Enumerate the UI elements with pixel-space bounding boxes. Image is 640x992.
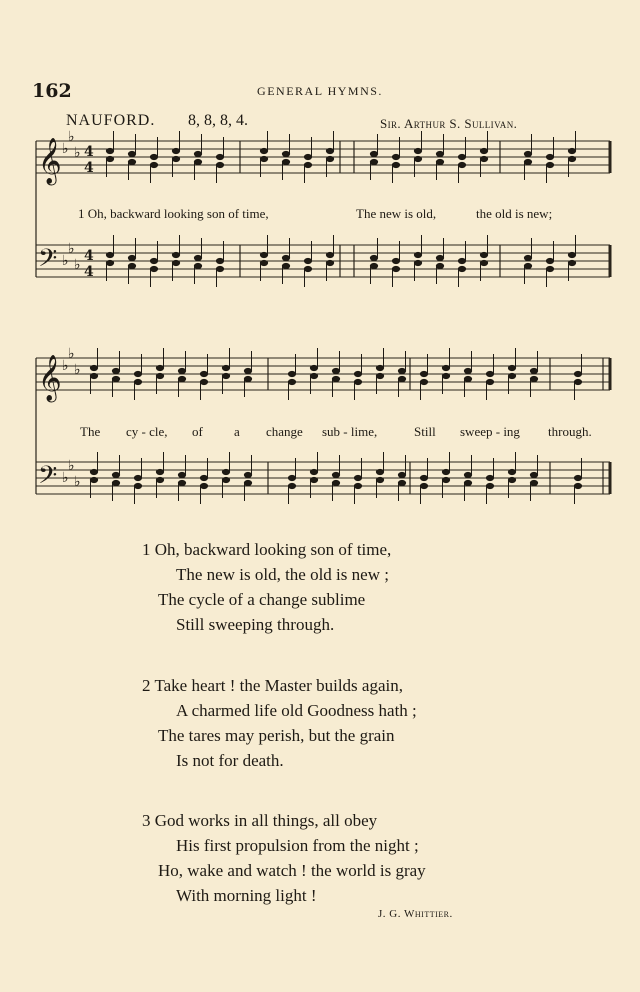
note-head	[134, 483, 141, 488]
note-head	[200, 475, 207, 480]
note-head	[376, 365, 383, 370]
note-head	[90, 477, 97, 482]
note-head	[282, 159, 289, 164]
lyric-2-1: The	[80, 424, 101, 439]
running-head: GENERAL HYMNS.	[257, 84, 383, 98]
note-head	[106, 156, 113, 161]
note-head	[436, 263, 443, 268]
note-head	[156, 373, 163, 378]
note-head	[200, 379, 207, 384]
note-head	[156, 469, 163, 474]
note-head	[326, 148, 333, 153]
note-head	[420, 483, 427, 488]
note-head	[508, 477, 515, 482]
note-head	[574, 483, 581, 488]
note-head	[524, 159, 531, 164]
note-head	[370, 151, 377, 156]
note-head	[282, 255, 289, 260]
note-head	[546, 266, 553, 271]
note-head	[354, 483, 361, 488]
note-head	[222, 477, 229, 482]
note-head	[568, 252, 575, 257]
note-head	[156, 477, 163, 482]
note-head	[370, 159, 377, 164]
verse-2-line-2: A charmed life old Goodness hath ;	[176, 701, 417, 720]
tune-meter: 8, 8, 8, 4.	[188, 112, 248, 129]
note-head	[392, 154, 399, 159]
note-head	[260, 156, 267, 161]
note-head	[172, 156, 179, 161]
note-head	[508, 365, 515, 370]
note-head	[524, 151, 531, 156]
note-head	[282, 151, 289, 156]
note-head	[90, 373, 97, 378]
note-head	[194, 255, 201, 260]
bass-clef: 𝄢	[38, 461, 58, 496]
lyric-1b: The new is old,	[356, 206, 437, 221]
flat-sign: ♭	[74, 362, 81, 378]
note-head	[106, 260, 113, 265]
note-head	[194, 159, 201, 164]
note-head	[414, 148, 421, 153]
note-head	[486, 371, 493, 376]
verse-3-line-4: With morning light !	[176, 886, 317, 905]
note-head	[332, 376, 339, 381]
note-head	[150, 154, 157, 159]
note-head	[178, 368, 185, 373]
verse-1-line-2: The new is old, the old is new ;	[176, 565, 389, 584]
note-head	[464, 472, 471, 477]
treble-clef: 𝄞	[38, 355, 62, 401]
note-head	[260, 252, 267, 257]
note-head	[414, 156, 421, 161]
note-head	[326, 252, 333, 257]
note-head	[216, 154, 223, 159]
note-head	[216, 258, 223, 263]
note-head	[398, 376, 405, 381]
note-head	[392, 258, 399, 263]
verse-3-line-1: 3 God works in all things, all obey	[142, 811, 378, 830]
note-head	[244, 376, 251, 381]
note-head	[436, 255, 443, 260]
note-head	[480, 260, 487, 265]
note-head	[288, 475, 295, 480]
note-head	[464, 368, 471, 373]
lyric-1a: 1 Oh, backward looking son of time,	[78, 206, 269, 221]
note-head	[486, 475, 493, 480]
time-signature: 4	[84, 264, 94, 280]
note-head	[244, 480, 251, 485]
note-head	[222, 469, 229, 474]
note-head	[414, 260, 421, 265]
note-head	[508, 469, 515, 474]
note-head	[150, 258, 157, 263]
note-head	[414, 252, 421, 257]
lyric-2-7: Still	[414, 424, 436, 439]
note-head	[304, 258, 311, 263]
flat-sign: ♭	[74, 474, 81, 490]
note-head	[216, 162, 223, 167]
lyric-2-3: of	[192, 424, 203, 439]
note-head	[222, 365, 229, 370]
note-head	[90, 365, 97, 370]
verse-1-line-3: The cycle of a change sublime	[158, 590, 366, 609]
note-head	[546, 154, 553, 159]
verse-1-line-1: 1 Oh, backward looking son of time,	[142, 540, 392, 559]
note-head	[128, 151, 135, 156]
note-head	[150, 266, 157, 271]
flat-sign: ♭	[68, 241, 75, 257]
note-head	[194, 151, 201, 156]
flat-sign: ♭	[74, 257, 81, 273]
note-head	[150, 162, 157, 167]
note-head	[332, 368, 339, 373]
note-head	[282, 263, 289, 268]
note-head	[442, 365, 449, 370]
note-head	[436, 159, 443, 164]
note-head	[178, 480, 185, 485]
note-head	[376, 477, 383, 482]
note-head	[304, 154, 311, 159]
lyric-2-9: through.	[548, 424, 592, 439]
note-head	[304, 162, 311, 167]
note-head	[568, 148, 575, 153]
flat-sign: ♭	[62, 253, 69, 269]
note-head	[172, 260, 179, 265]
note-head	[156, 365, 163, 370]
note-head	[458, 266, 465, 271]
note-head	[530, 368, 537, 373]
note-head	[200, 371, 207, 376]
note-head	[392, 266, 399, 271]
note-head	[354, 379, 361, 384]
note-head	[354, 371, 361, 376]
note-head	[112, 480, 119, 485]
note-head	[574, 379, 581, 384]
note-head	[332, 480, 339, 485]
note-head	[530, 376, 537, 381]
note-head	[90, 469, 97, 474]
note-head	[442, 469, 449, 474]
note-head	[288, 483, 295, 488]
note-head	[178, 376, 185, 381]
lyric-2-4: a	[234, 424, 240, 439]
flat-sign: ♭	[68, 346, 75, 362]
verse-3-line-2: His first propulsion from the night ;	[176, 836, 419, 855]
verse-2-line-3: The tares may perish, but the grain	[158, 726, 395, 745]
lyric-2-2: cy - cle,	[126, 424, 168, 439]
note-head	[568, 156, 575, 161]
note-head	[200, 483, 207, 488]
note-head	[442, 477, 449, 482]
note-head	[310, 365, 317, 370]
lyric-2-8: sweep - ing	[460, 424, 520, 439]
verse-3-line-3: Ho, wake and watch ! the world is gray	[158, 861, 426, 880]
flat-sign: ♭	[62, 470, 69, 486]
note-head	[216, 266, 223, 271]
note-head	[112, 368, 119, 373]
note-head	[134, 475, 141, 480]
note-head	[458, 258, 465, 263]
note-head	[420, 379, 427, 384]
time-signature: 4	[84, 248, 94, 264]
note-head	[420, 371, 427, 376]
note-head	[486, 483, 493, 488]
verse-2-line-1: 2 Take heart ! the Master builds again,	[142, 676, 403, 695]
note-head	[310, 373, 317, 378]
note-head	[172, 148, 179, 153]
flat-sign: ♭	[74, 145, 81, 161]
note-head	[260, 148, 267, 153]
flat-sign: ♭	[62, 141, 69, 157]
flat-sign: ♭	[68, 129, 75, 145]
notes	[90, 131, 581, 504]
composer: Sir. Arthur S. Sullivan.	[380, 116, 518, 131]
flat-sign: ♭	[68, 458, 75, 474]
note-head	[134, 379, 141, 384]
note-head	[172, 252, 179, 257]
note-head	[546, 162, 553, 167]
note-head	[436, 151, 443, 156]
time-signature: 4	[84, 160, 94, 176]
note-head	[398, 480, 405, 485]
lyric-1c: the old is new;	[476, 206, 553, 221]
verse-1-line-4: Still sweeping through.	[176, 615, 335, 634]
note-head	[128, 263, 135, 268]
note-head	[442, 373, 449, 378]
note-head	[194, 263, 201, 268]
note-head	[112, 472, 119, 477]
note-head	[398, 368, 405, 373]
author-credit: J. G. Whittier.	[378, 908, 453, 920]
note-head	[530, 480, 537, 485]
note-head	[524, 255, 531, 260]
note-head	[304, 266, 311, 271]
note-head	[288, 379, 295, 384]
note-head	[376, 373, 383, 378]
note-head	[524, 263, 531, 268]
note-head	[530, 472, 537, 477]
note-head	[480, 252, 487, 257]
time-signature: 4	[84, 144, 94, 160]
note-head	[508, 373, 515, 378]
note-head	[546, 258, 553, 263]
lyric-2-6: sub - lime,	[322, 424, 378, 439]
note-head	[376, 469, 383, 474]
note-head	[310, 469, 317, 474]
note-head	[244, 472, 251, 477]
note-head	[464, 376, 471, 381]
note-head	[288, 371, 295, 376]
note-head	[480, 148, 487, 153]
page-number: 162	[32, 80, 72, 102]
note-head	[260, 260, 267, 265]
note-head	[398, 472, 405, 477]
note-head	[326, 260, 333, 265]
clefs	[38, 129, 94, 496]
tune-name: NAUFORD.	[66, 112, 156, 129]
note-head	[568, 260, 575, 265]
note-head	[178, 472, 185, 477]
note-head	[326, 156, 333, 161]
note-head	[354, 475, 361, 480]
note-head	[574, 371, 581, 376]
bass-clef: 𝄢	[38, 244, 58, 279]
bar-lines	[36, 141, 610, 494]
note-head	[370, 255, 377, 260]
note-head	[458, 154, 465, 159]
note-head	[458, 162, 465, 167]
note-head	[106, 148, 113, 153]
note-head	[464, 480, 471, 485]
note-head	[486, 379, 493, 384]
note-head	[420, 475, 427, 480]
note-head	[392, 162, 399, 167]
note-head	[332, 472, 339, 477]
note-head	[370, 263, 377, 268]
note-head	[106, 252, 113, 257]
flat-sign: ♭	[62, 358, 69, 374]
note-head	[128, 159, 135, 164]
note-head	[134, 371, 141, 376]
verse-2-line-4: Is not for death.	[176, 751, 284, 770]
lyric-2-5: change	[266, 424, 303, 439]
note-head	[310, 477, 317, 482]
note-head	[128, 255, 135, 260]
note-head	[112, 376, 119, 381]
note-head	[222, 373, 229, 378]
note-head	[574, 475, 581, 480]
note-head	[480, 156, 487, 161]
treble-clef: 𝄞	[38, 138, 62, 184]
note-head	[244, 368, 251, 373]
staff-lines	[36, 141, 610, 494]
